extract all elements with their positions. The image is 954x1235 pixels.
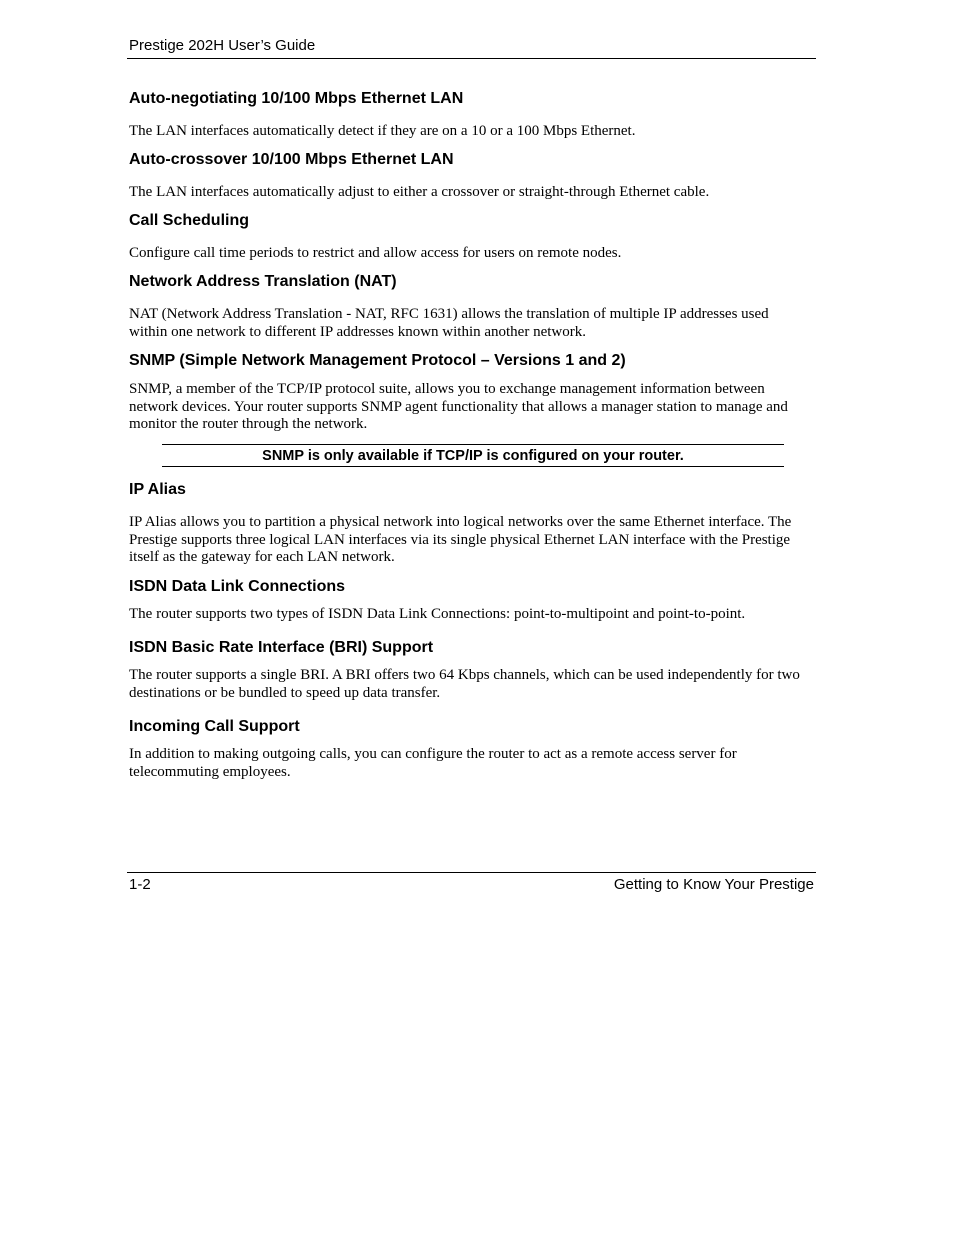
heading-ip-alias: IP Alias xyxy=(129,481,186,498)
paragraph-isdn-data-link: The router supports two types of ISDN Data Link Connections: point-to-multipoint and point-to-point. xyxy=(129,606,746,622)
paragraph-nat: NAT (Network Address Translation - NAT, RFC 1631) allows the translation of multiple IP addresses used within one network to different IP addresses known within another network. xyxy=(129,306,769,340)
heading-snmp: SNMP (Simple Network Management Protocol – Versions 1 and 2) xyxy=(129,352,626,369)
heading-incoming-call: Incoming Call Support xyxy=(129,718,300,735)
page-footer xyxy=(127,872,816,897)
heading-isdn-data-link: ISDN Data Link Connections xyxy=(129,578,346,595)
heading-nat: Network Address Translation (NAT) xyxy=(129,273,397,290)
paragraph-call-scheduling: Configure call time periods to restrict and allow access for users on remote nodes. xyxy=(129,245,622,261)
snmp-note-box xyxy=(162,444,784,467)
heading-auto-crossover: Auto-crossover 10/100 Mbps Ethernet LAN xyxy=(129,151,454,168)
header-title: Prestige 202H User’s Guide xyxy=(129,37,316,54)
footer-page-number: 1-2 xyxy=(129,876,151,893)
page-header xyxy=(127,36,816,59)
heading-isdn-bri: ISDN Basic Rate Interface (BRI) Support xyxy=(129,639,434,656)
heading-call-scheduling: Call Scheduling xyxy=(129,212,250,229)
paragraph-auto-negotiating: The LAN interfaces automatically detect if they are on a 10 or a 100 Mbps Ethernet. xyxy=(129,123,636,139)
paragraph-snmp: SNMP, a member of the TCP/IP protocol suite, allows you to exchange management information between network devices. Your router supports SNMP agent functionality that allows a manager station to manage and monitor the router through the network. xyxy=(129,381,788,433)
snmp-note-text: SNMP is only available if TCP/IP is configured on your router. xyxy=(262,447,684,464)
paragraph-incoming-call: In addition to making outgoing calls, you can configure the router to act as a remote access server for telecommuting employees. xyxy=(129,746,737,780)
heading-auto-negotiating: Auto-negotiating 10/100 Mbps Ethernet LAN xyxy=(129,90,464,107)
paragraph-isdn-bri: The router supports a single BRI. A BRI offers two 64 Kbps channels, which can be used independently for two destinations or be bundled to speed up data transfer. xyxy=(129,667,800,701)
footer-chapter-title: Getting to Know Your Prestige xyxy=(613,876,814,893)
paragraph-auto-crossover: The LAN interfaces automatically adjust to either a crossover or straight-through Ethernet cable. xyxy=(129,184,710,200)
paragraph-ip-alias: IP Alias allows you to partition a physical network into logical networks over the same Ethernet interface. The Prestige supports three logical LAN interfaces via its single physical Ethernet LAN interface with the Prestige itself as the gateway for each LAN network. xyxy=(129,514,792,566)
